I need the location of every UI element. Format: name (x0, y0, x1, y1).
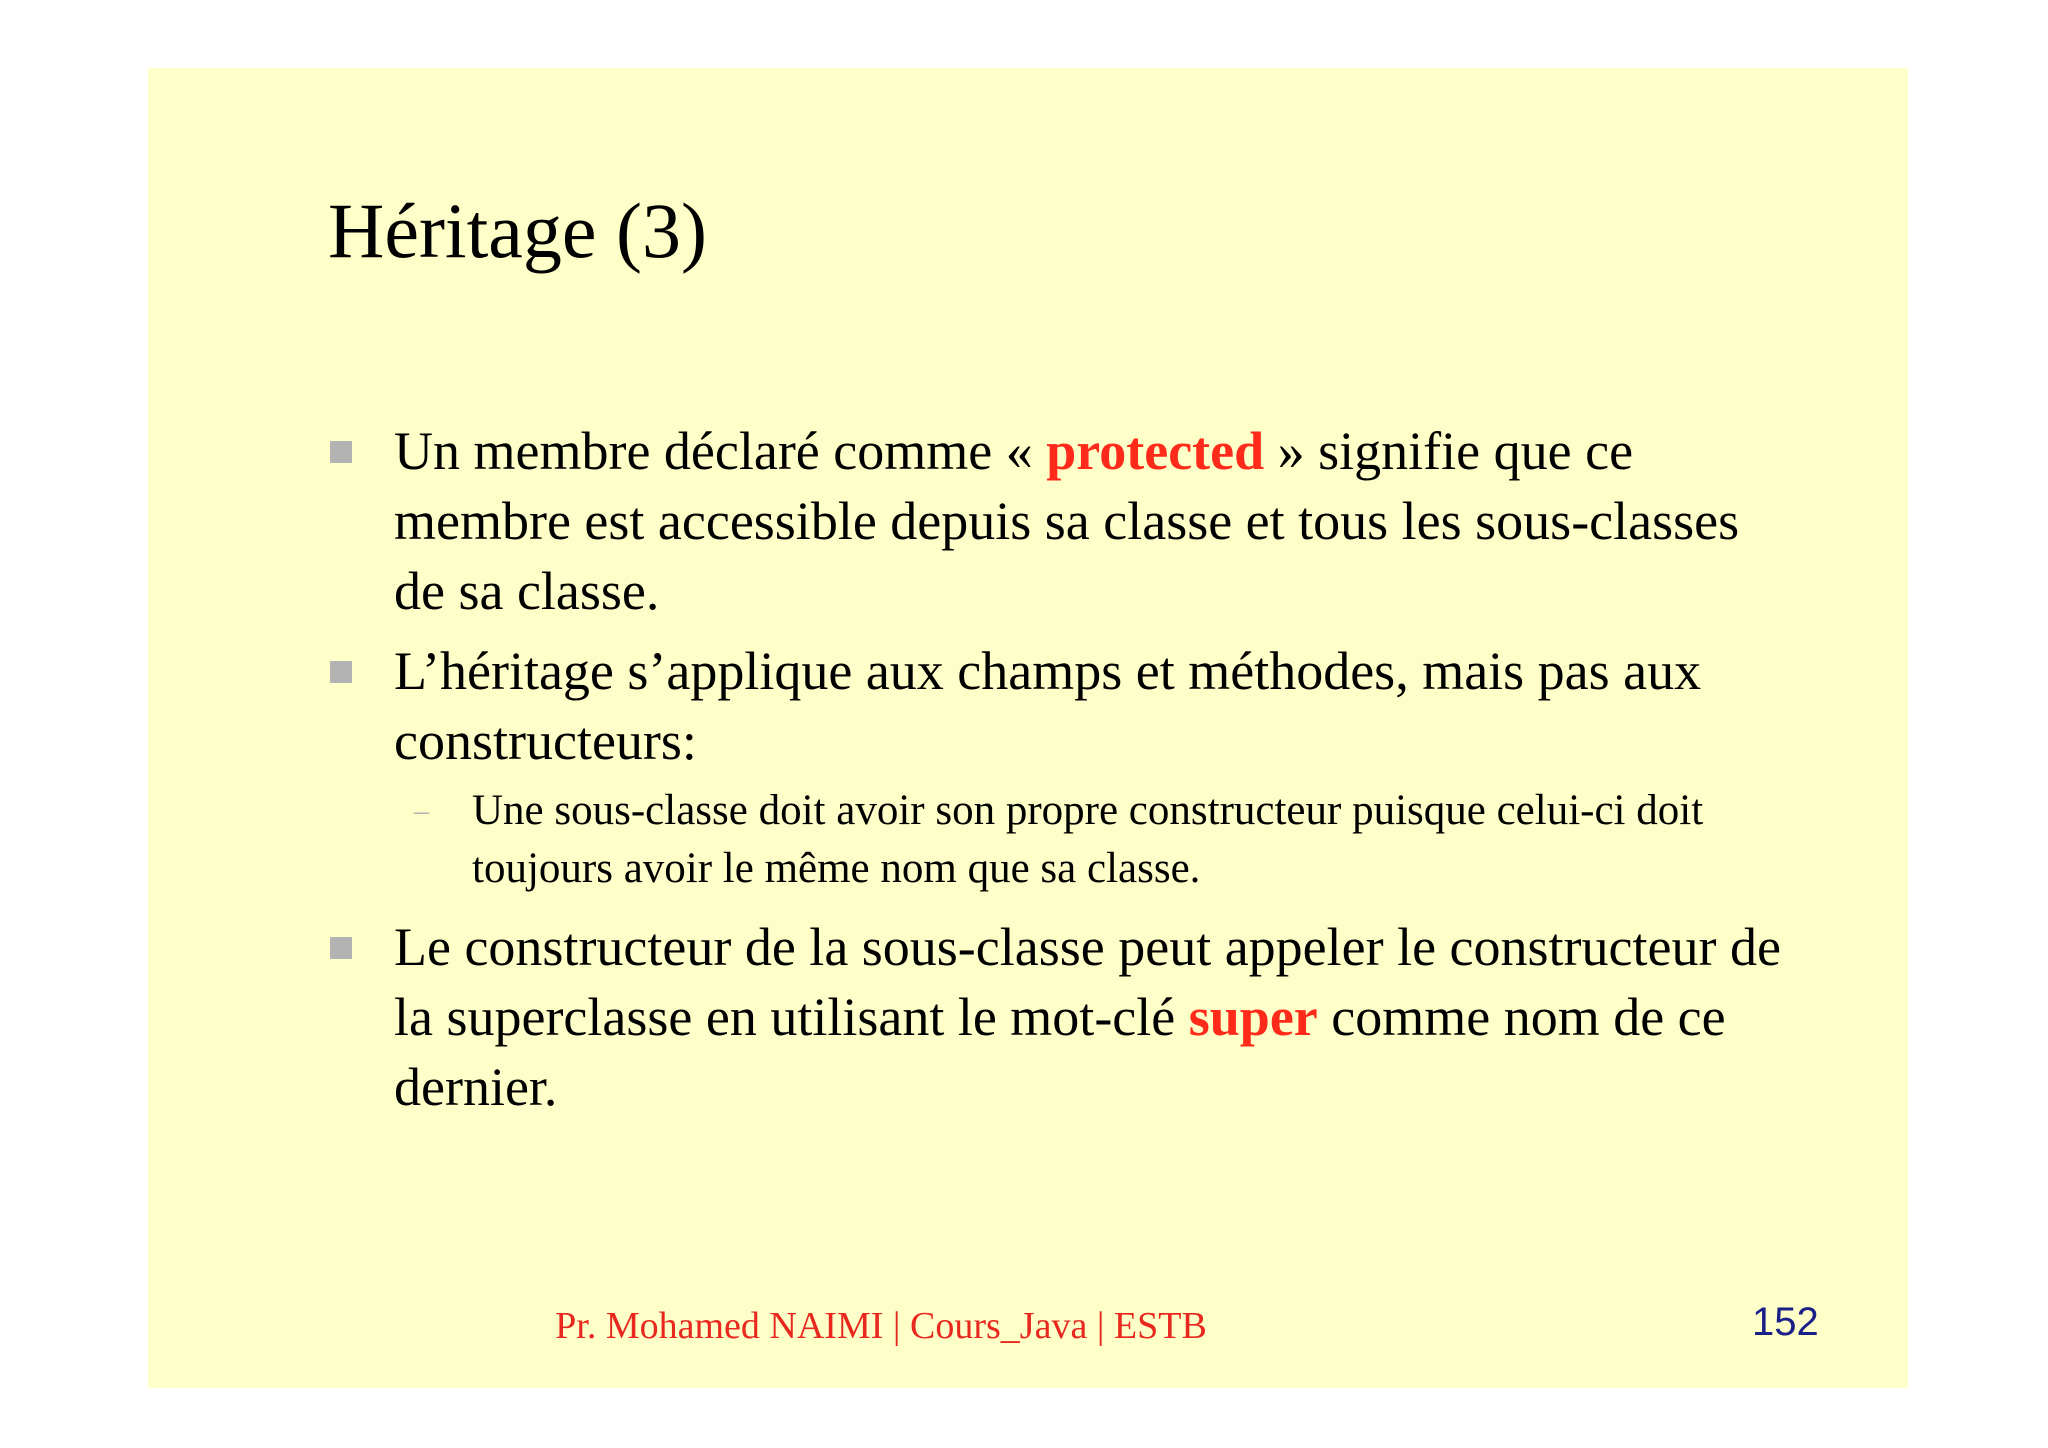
bullet-text: » signifie que ce membre est accessible depuis sa classe et tous les sous-classes de sa classe. (394, 421, 1740, 621)
bullet-list (328, 416, 1788, 1132)
bullet-text: Un membre déclaré comme « (394, 421, 1047, 481)
slide (148, 68, 1908, 1388)
square-bullet-icon (330, 441, 352, 463)
slide-title: Héritage (3) (328, 187, 707, 274)
bullet-item-super (328, 912, 1788, 1122)
sub-bullet-list (394, 782, 1788, 898)
bullet-text: Le constructeur de la sous-classe peut appeler le constructeur de la superclasse en utilisant le mot-clé (394, 917, 1781, 1047)
bullet-item-inheritance (328, 636, 1788, 898)
bullet-text: comme nom de ce dernier. (394, 987, 1726, 1117)
page-number: 152 (1752, 1300, 1819, 1344)
dash-bullet-icon: – (414, 794, 429, 827)
bullet-item-protected (328, 416, 1788, 626)
square-bullet-icon (330, 937, 352, 959)
keyword-protected: protected (1046, 421, 1265, 481)
sub-bullet-text: Une sous-classe doit avoir son propre constructeur puisque celui-ci doit toujours avoir le même nom que sa classe. (472, 787, 1704, 892)
square-bullet-icon (330, 661, 352, 683)
sub-bullet-item (394, 782, 1788, 898)
footer-credit: Pr. Mohamed NAIMI | Cours_Java | ESTB (555, 1305, 1207, 1347)
bullet-text: L’héritage s’applique aux champs et méthodes, mais pas aux constructeurs: (394, 641, 1702, 771)
keyword-super: super (1188, 987, 1318, 1047)
